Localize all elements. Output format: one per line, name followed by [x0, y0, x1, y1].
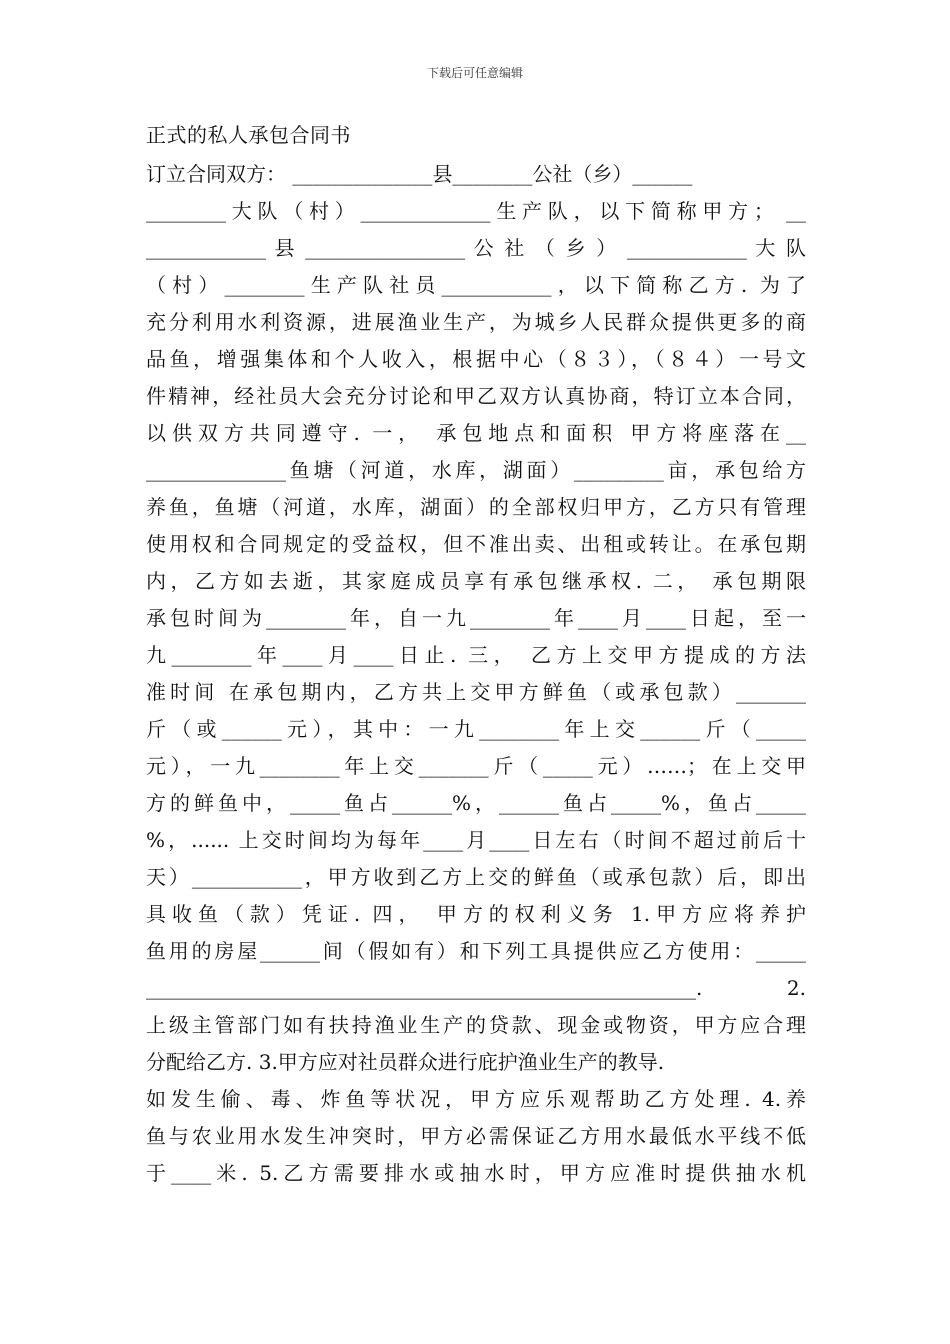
body-line: 养鱼，鱼塘（河道，水库，湖面）的全部权归甲方，乙方只有管理	[146, 495, 806, 519]
body-line: 九________年____月____日止. 三， 乙方上交甲方提成的方法	[146, 643, 806, 667]
body-line: %，...... 上交时间均为每年____月____日左右（时间不超过前后十	[146, 828, 806, 852]
body-line: 上级主管部门如有扶持渔业生产的贷款、现金或物资，甲方应合理	[146, 1013, 806, 1037]
body-line: 如发生偷、毒、炸鱼等状况，甲方应乐观帮助乙方处理. 4.养	[146, 1087, 806, 1111]
body-line: ________大队（村）_____________生产队，以下简称甲方； __	[146, 199, 806, 223]
body-line: 分配给乙方. 3.甲方应对社员群众进行庇护渔业生产的教导.	[146, 1050, 665, 1074]
body-line: ____________ 县 ________________ 公 社 （ 乡 ） ____________ 大 队	[146, 236, 806, 260]
body-line: 斤（或______元），其中：一九________年上交______斤（_____	[146, 717, 806, 741]
body-line: ______________鱼塘（河道，水库，湖面）_________亩，承包给方	[146, 458, 806, 482]
body-line: 鱼与农业用水发生冲突时，甲方必需保证乙方用水最低水平线不低	[146, 1124, 806, 1148]
body-line: 件精神，经社员大会充分讨论和甲乙双方认真协商，特订立本合同，	[146, 384, 806, 408]
body-line: 元），一九________年上交_______斤（_____元）……；在上交甲	[146, 754, 806, 778]
body-line: 具收鱼（款）凭证. 四， 甲方的权利义务 1.甲方应将养护	[146, 902, 806, 926]
body-line: 方的鲜鱼中，_____鱼占______%，______鱼占_____%，鱼占_____	[146, 791, 806, 815]
document-title: 正式的私人承包合同书	[146, 123, 351, 147]
body-line: 使用权和合同规定的受益权，但不准出卖、出租或转让。在承包期	[146, 532, 806, 556]
body-line: 订立合同双方： ______________县________公社（乡）______	[146, 162, 693, 186]
page-header-note: 下载后可任意编辑	[426, 66, 523, 80]
body-line: _______________________________________________________. 2.	[146, 976, 806, 1000]
body-line: 准时间 在承包期内，乙方共上交甲方鲜鱼（或承包款）_______	[146, 680, 806, 704]
body-line: （村）________生产队社员___________，以下简称乙方. 为了	[146, 273, 806, 297]
body-line: 鱼用的房屋______间（假如有）和下列工具提供应乙方使用：_____	[146, 939, 806, 963]
body-line: 内，乙方如去逝，其家庭成员享有承包继承权. 二， 承包期限	[146, 569, 806, 593]
body-line: 以供双方共同遵守. 一， 承包地点和面积 甲方将座落在__	[146, 421, 806, 445]
body-line: 品鱼，增强集体和个人收入，根据中心（８３），（８４）一号文	[146, 347, 806, 371]
body-line: 承包时间为________年，自一九________年____月____日起，至一	[146, 606, 806, 630]
body-line: 天）___________，甲方收到乙方上交的鲜鱼（或承包款）后，即出	[146, 865, 806, 889]
body-line: 充分利用水利资源，进展渔业生产，为城乡人民群众提供更多的商	[146, 310, 806, 334]
body-line: 于____米. 5.乙方需要排水或抽水时，甲方应准时提供抽水机	[146, 1161, 806, 1185]
